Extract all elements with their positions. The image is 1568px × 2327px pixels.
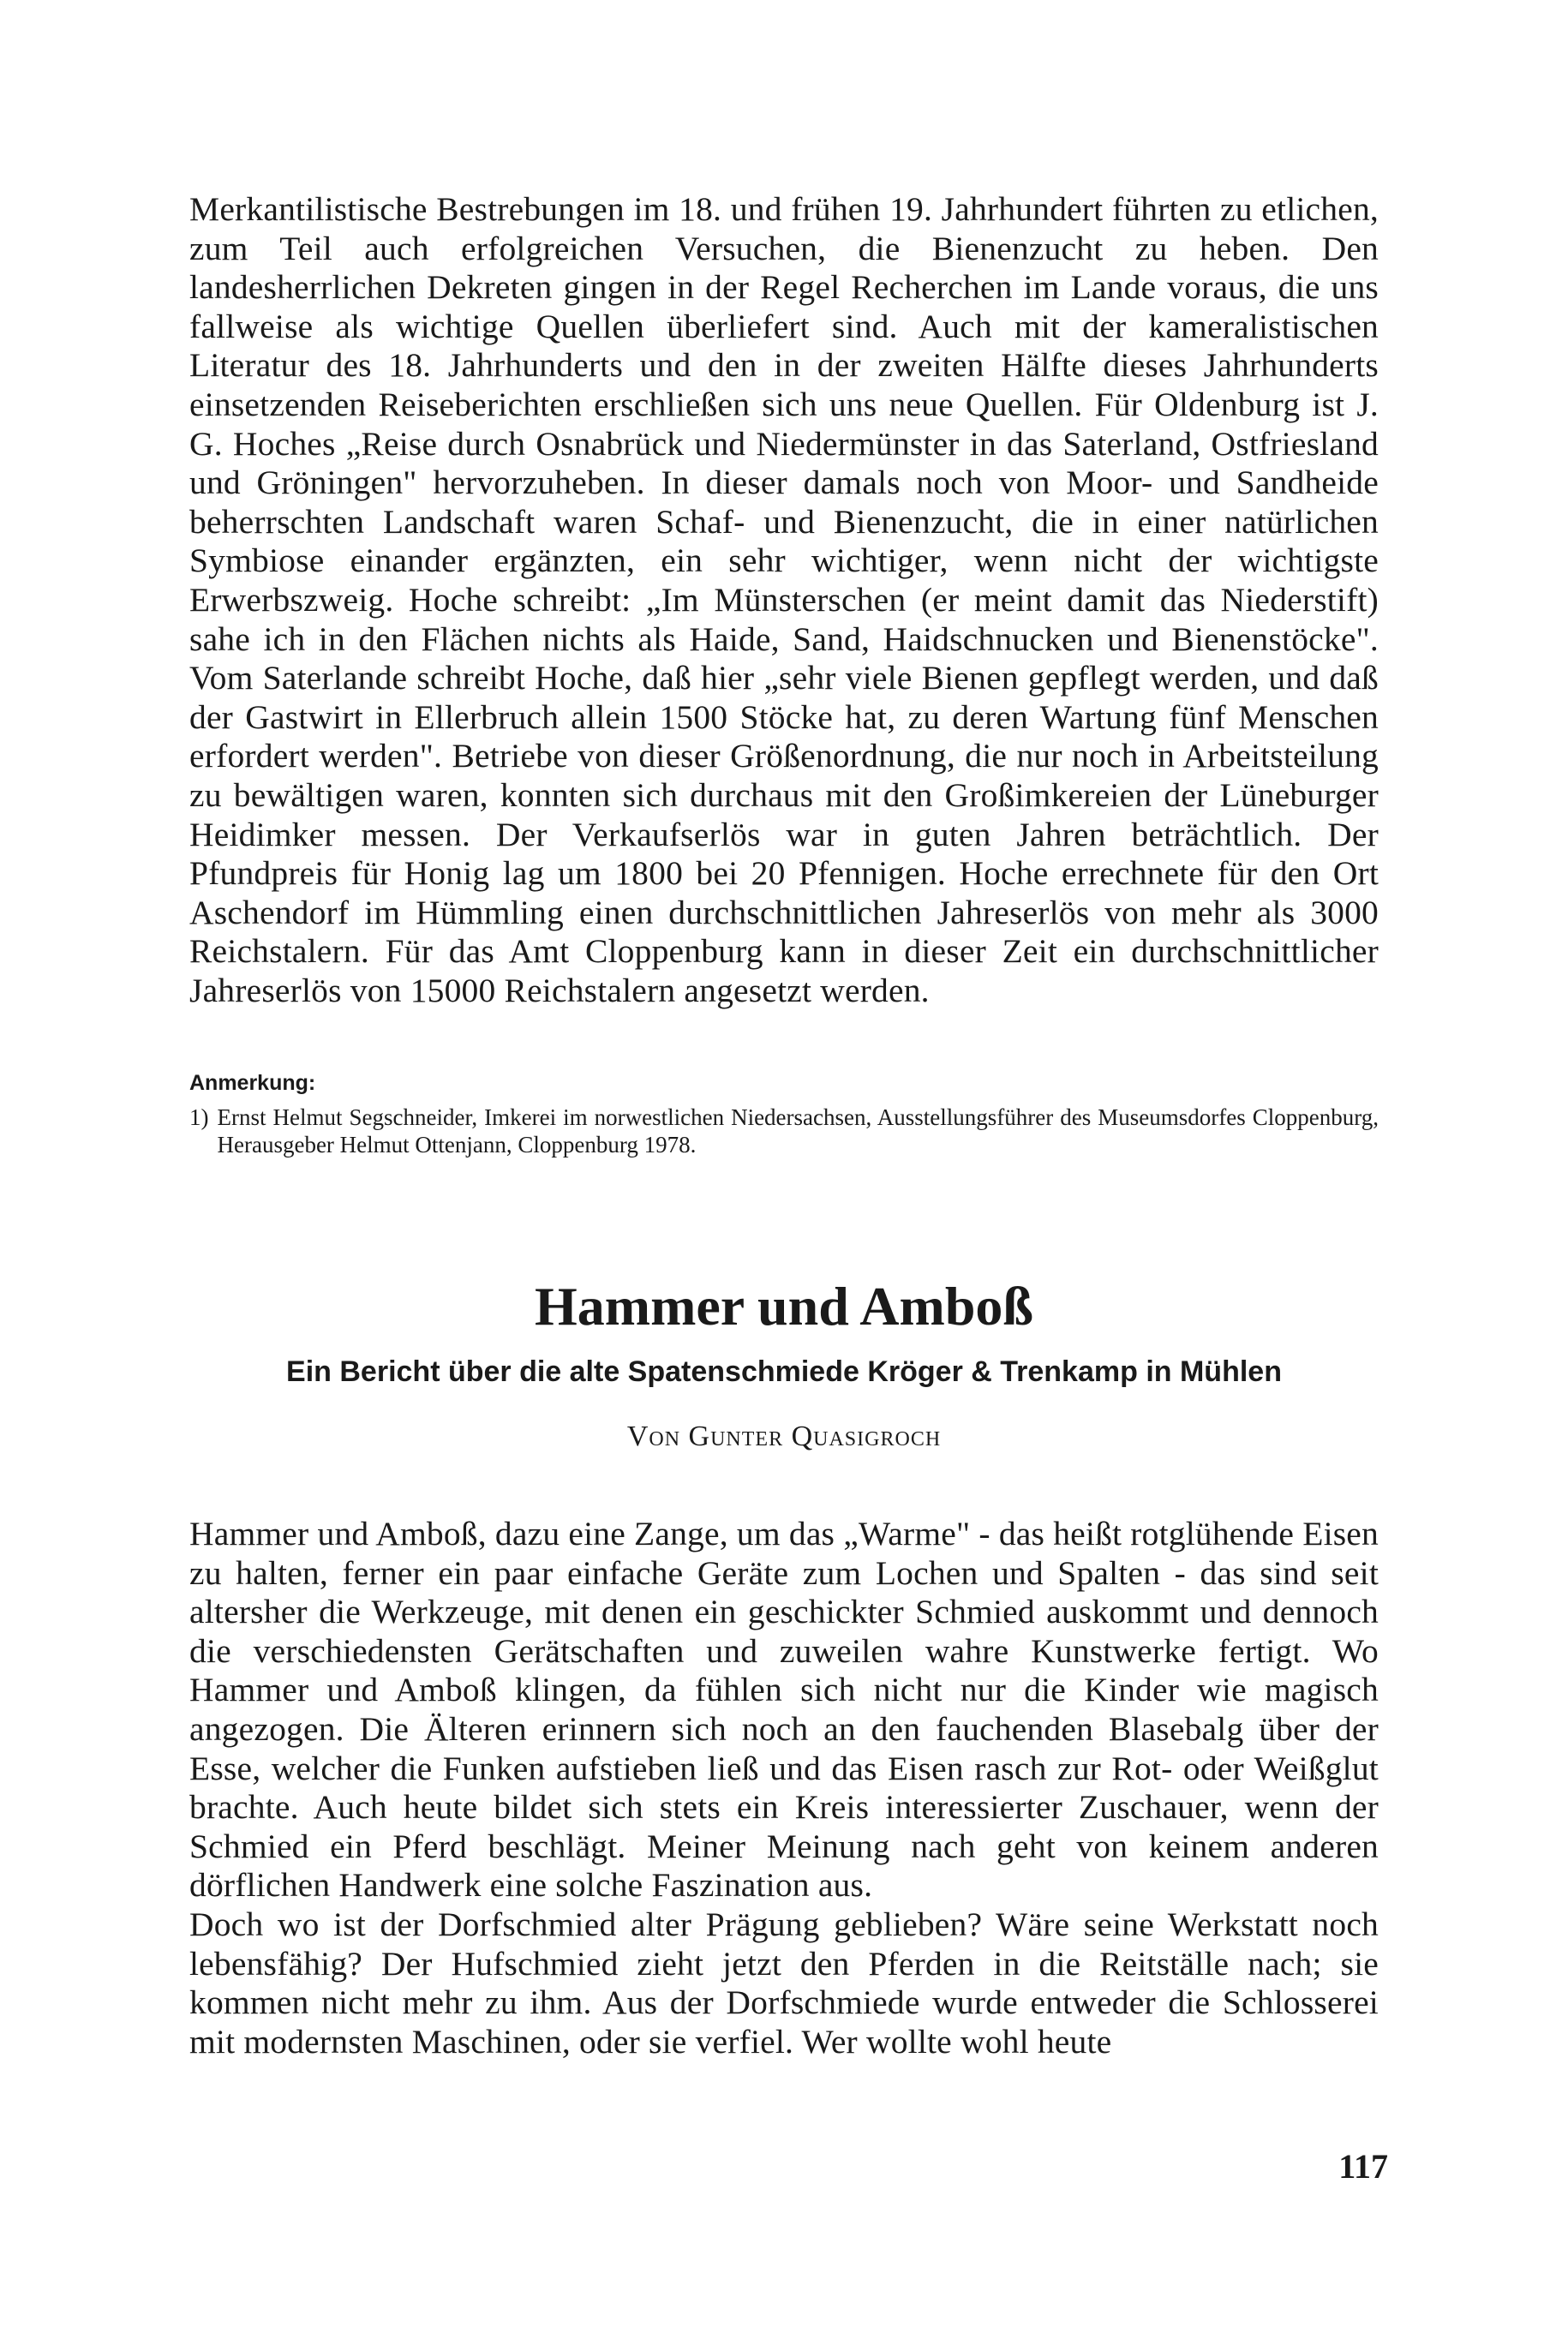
note-item [189, 1104, 1379, 1158]
article-paragraph: Hammer und Amboß, dazu eine Zange, um das „Warme" - das heißt rotglühende Eisen zu halten, ferner ein paar einfache Geräte zum Lochen und Spalten - das sind seit altersher die Werkzeuge, mit denen ein geschickter Schmied auskommt und dennoch die verschiedensten Gerätschaften und zuweilen wahre Kunstwerke fertigt. Wo Hammer und Amboß klingen, da fühlen sich nicht nur die Kinder wie magisch angezogen. Die Älteren erinnern sich noch an den fauchenden Blasebalg über der Esse, welcher die Funken aufstieben ließ und das Eisen rasch zur Rot- oder Weißglut brachte. Auch heute bildet sich stets ein Kreis interessierter Zuschauer, wenn der Schmied ein Pferd beschlägt. Meiner Meinung nach geht von keinem anderen dörflichen Handwerk eine solche Faszination aus. [189, 1515, 1379, 1905]
article-paragraph: Doch wo ist der Dorfschmied alter Prägung geblieben? Wäre seine Werkstatt noch lebensfähig? Der Hufschmied zieht jetzt den Pferden in die Reitställe nach; sie kommen nicht mehr zu ihm. Aus der Dorfschmiede wurde entweder die Schlosserei mit modernsten Maschinen, oder sie verfiel. Wer wollte wohl heute [189, 1905, 1379, 2061]
intro-section [189, 190, 1379, 1010]
note-text: Ernst Helmut Segschneider, Imkerei im norwestlichen Niedersachsen, Ausstellungsführer des Museumsdorfes Cloppenburg, Herausgeber Helmut Ottenjann, Cloppenburg 1978. [217, 1104, 1379, 1158]
intro-paragraph: Merkantilistische Bestrebungen im 18. und frühen 19. Jahrhundert führten zu etlichen, zum Teil auch erfolgreichen Versuchen, die Bienenzucht zu heben. Den landesherrlichen Dekreten gingen in der Regel Recherchen im Lande voraus, die uns fallweise als wichtige Quellen überliefert sind. Auch mit der kameralistischen Literatur des 18. Jahrhunderts und den in der zweiten Hälfte dieses Jahrhunderts einsetzenden Reiseberichten erschließen sich uns neue Quellen. Für Oldenburg ist J. G. Hoches „Reise durch Osnabrück und Niedermünster in das Saterland, Ostfriesland und Gröningen" hervorzuheben. In dieser damals noch von Moor- und Sandheide beherrschten Landschaft waren Schaf- und Bienenzucht, die in einer natürlichen Symbiose einander ergänzten, ein sehr wichtiger, wenn nicht der wichtigste Erwerbszweig. Hoche schreibt: „Im Münsterschen (er meint damit das Niederstift) sahe ich in den Flächen nichts als Haide, Sand, Haidschnucken und Bienenstöcke". Vom Saterlande schreibt Hoche, daß hier „sehr viele Bienen gepflegt werden, und daß der Gastwirt in Ellerbruch allein 1500 Stöcke hat, zu deren Wartung fünf Menschen erfordert werden". Betriebe von dieser Größenordnung, die nur noch in Arbeitsteilung zu bewältigen waren, konnten sich durchaus mit den Großimkereien der Lüneburger Heidimker messen. Der Verkaufserlös war in guten Jahren beträchtlich. Der Pfundpreis für Honig lag um 1800 bei 20 Pfennigen. Hoche errechnete für den Ort Aschendorf im Hümmling einen durchschnittlichen Jahreserlös von mehr als 3000 Reichstalern. Für das Amt Cloppenburg kann in dieser Zeit ein durchschnittlicher Jahreserlös von 15000 Reichstalern angesetzt werden. [189, 190, 1379, 1009]
note-marker: 1) [189, 1104, 209, 1130]
article-subtitle: Ein Bericht über die alte Spatenschmiede Kröger & Trenkamp in Mühlen [286, 1355, 1282, 1388]
page-number: 117 [1338, 2147, 1388, 2186]
article-author: Von Gunter Quasigroch [626, 1421, 942, 1452]
article-body [189, 1515, 1379, 2061]
article-title: Hammer und Amboß [534, 1276, 1034, 1337]
notes-section [189, 1069, 1379, 1158]
notes-heading: Anmerkung: [189, 1071, 316, 1095]
